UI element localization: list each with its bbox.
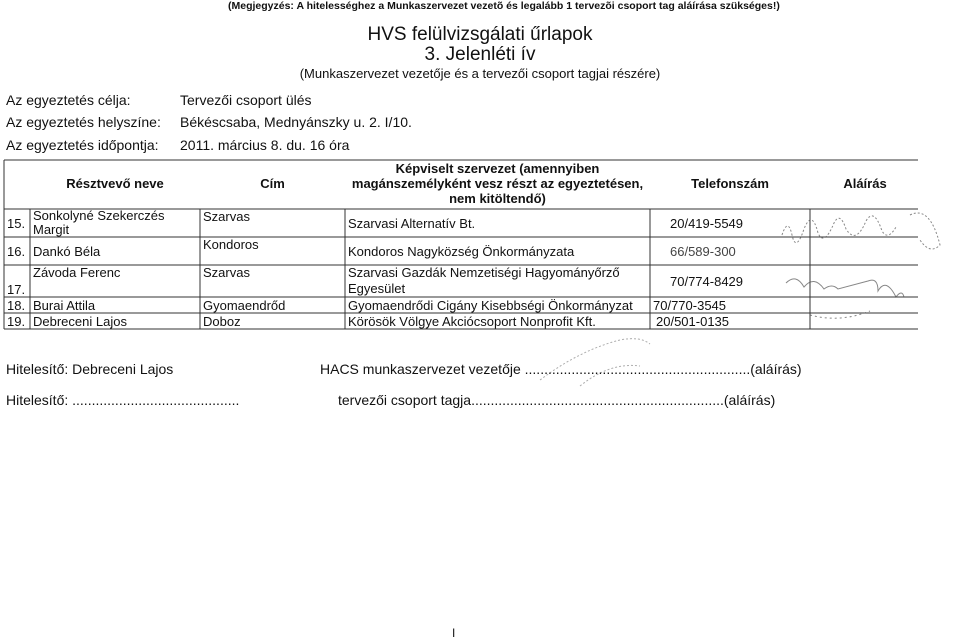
footer-role-2: tervezői csoport tagja.................................................................(aláírás) <box>338 392 776 408</box>
row-org: Körösök Völgye Akciócsoport Nonprofit Kft. <box>348 313 596 329</box>
row-address: Gyomaendrőd <box>203 297 286 313</box>
purpose-label: Az egyeztetés célja: <box>6 92 131 108</box>
row-org: Szarvasi Alternatív Bt. <box>348 215 476 231</box>
place-label: Az egyeztetés helyszíne: <box>6 114 161 130</box>
row-phone: 20/501-0135 <box>656 313 730 329</box>
row-phone: 66/589-300 <box>670 243 736 259</box>
header-address: Cím <box>260 175 285 191</box>
row-phone: 20/419-5549 <box>670 215 744 231</box>
row-number: 17. <box>7 282 26 297</box>
row-name: Sonkolyné Szekerczés Margit <box>33 209 165 237</box>
page-title: HVS felülvizsgálati űrlapok <box>367 24 593 45</box>
header-org: Képviselt szervezet (amennyiben magánszemélyként vesz részt az egyeztetésen, nem kitöltendő) <box>351 160 644 206</box>
row-address: Szarvas <box>203 265 250 280</box>
page-subnote: (Munkaszervezet vezetője és a tervezői csoport tagjai részére) <box>299 66 661 81</box>
row-phone: 70/770-3545 <box>653 297 727 313</box>
row-number: 19. <box>7 313 26 329</box>
header-name: Résztvevő neve <box>66 175 164 191</box>
footer-verifier-1: Hitelesítő: Debreceni Lajos <box>6 361 174 377</box>
row-name: Dankó Béla <box>33 243 101 259</box>
header-phone: Telefonszám <box>691 175 769 191</box>
row-org: Gyomaendrődi Cigány Kisebbségi Önkormányzat <box>348 297 633 313</box>
row-number: 15. <box>7 215 26 231</box>
row-phone: 70/774-8429 <box>670 273 744 289</box>
row-org: Szarvasi Gazdák Nemzetiségi Hagyományőrző Egyesület <box>348 265 620 296</box>
row-org: Kondoros Nagyközség Önkormányzata <box>348 243 575 259</box>
footer-verifier-2: Hitelesítő: ........................................... <box>6 392 240 408</box>
row-address: Szarvas <box>203 209 250 224</box>
time-label: Az egyeztetés időpontja: <box>6 137 159 153</box>
place-value: Békéscsaba, Mednyánszky u. 2. I/10. <box>180 114 412 130</box>
purpose-value: Tervezői csoport ülés <box>180 92 312 108</box>
page-subtitle: 3. Jelenléti ív <box>424 44 536 65</box>
header-note: (Megjegyzés: A hitelességhez a Munkaszervezet vezetõ és legalább 1 tervezõi csoport tag aláírása szükséges!) <box>228 0 780 12</box>
row-number: 16. <box>7 243 26 259</box>
footer-role-1: HACS munkaszervezet vezetője ..........................................................(aláírás) <box>320 361 802 377</box>
page-number: I <box>452 626 456 640</box>
row-name: Debreceni Lajos <box>33 313 127 329</box>
row-number: 18. <box>7 297 26 313</box>
row-name: Burai Attila <box>33 297 96 313</box>
row-address: Doboz <box>203 313 241 329</box>
row-name: Závoda Ferenc <box>33 265 121 280</box>
row-address: Kondoros <box>203 237 259 252</box>
time-value: 2011. március 8. du. 16 óra <box>180 137 350 153</box>
header-signature: Aláírás <box>843 175 887 191</box>
handwritten-signatures <box>770 195 960 340</box>
